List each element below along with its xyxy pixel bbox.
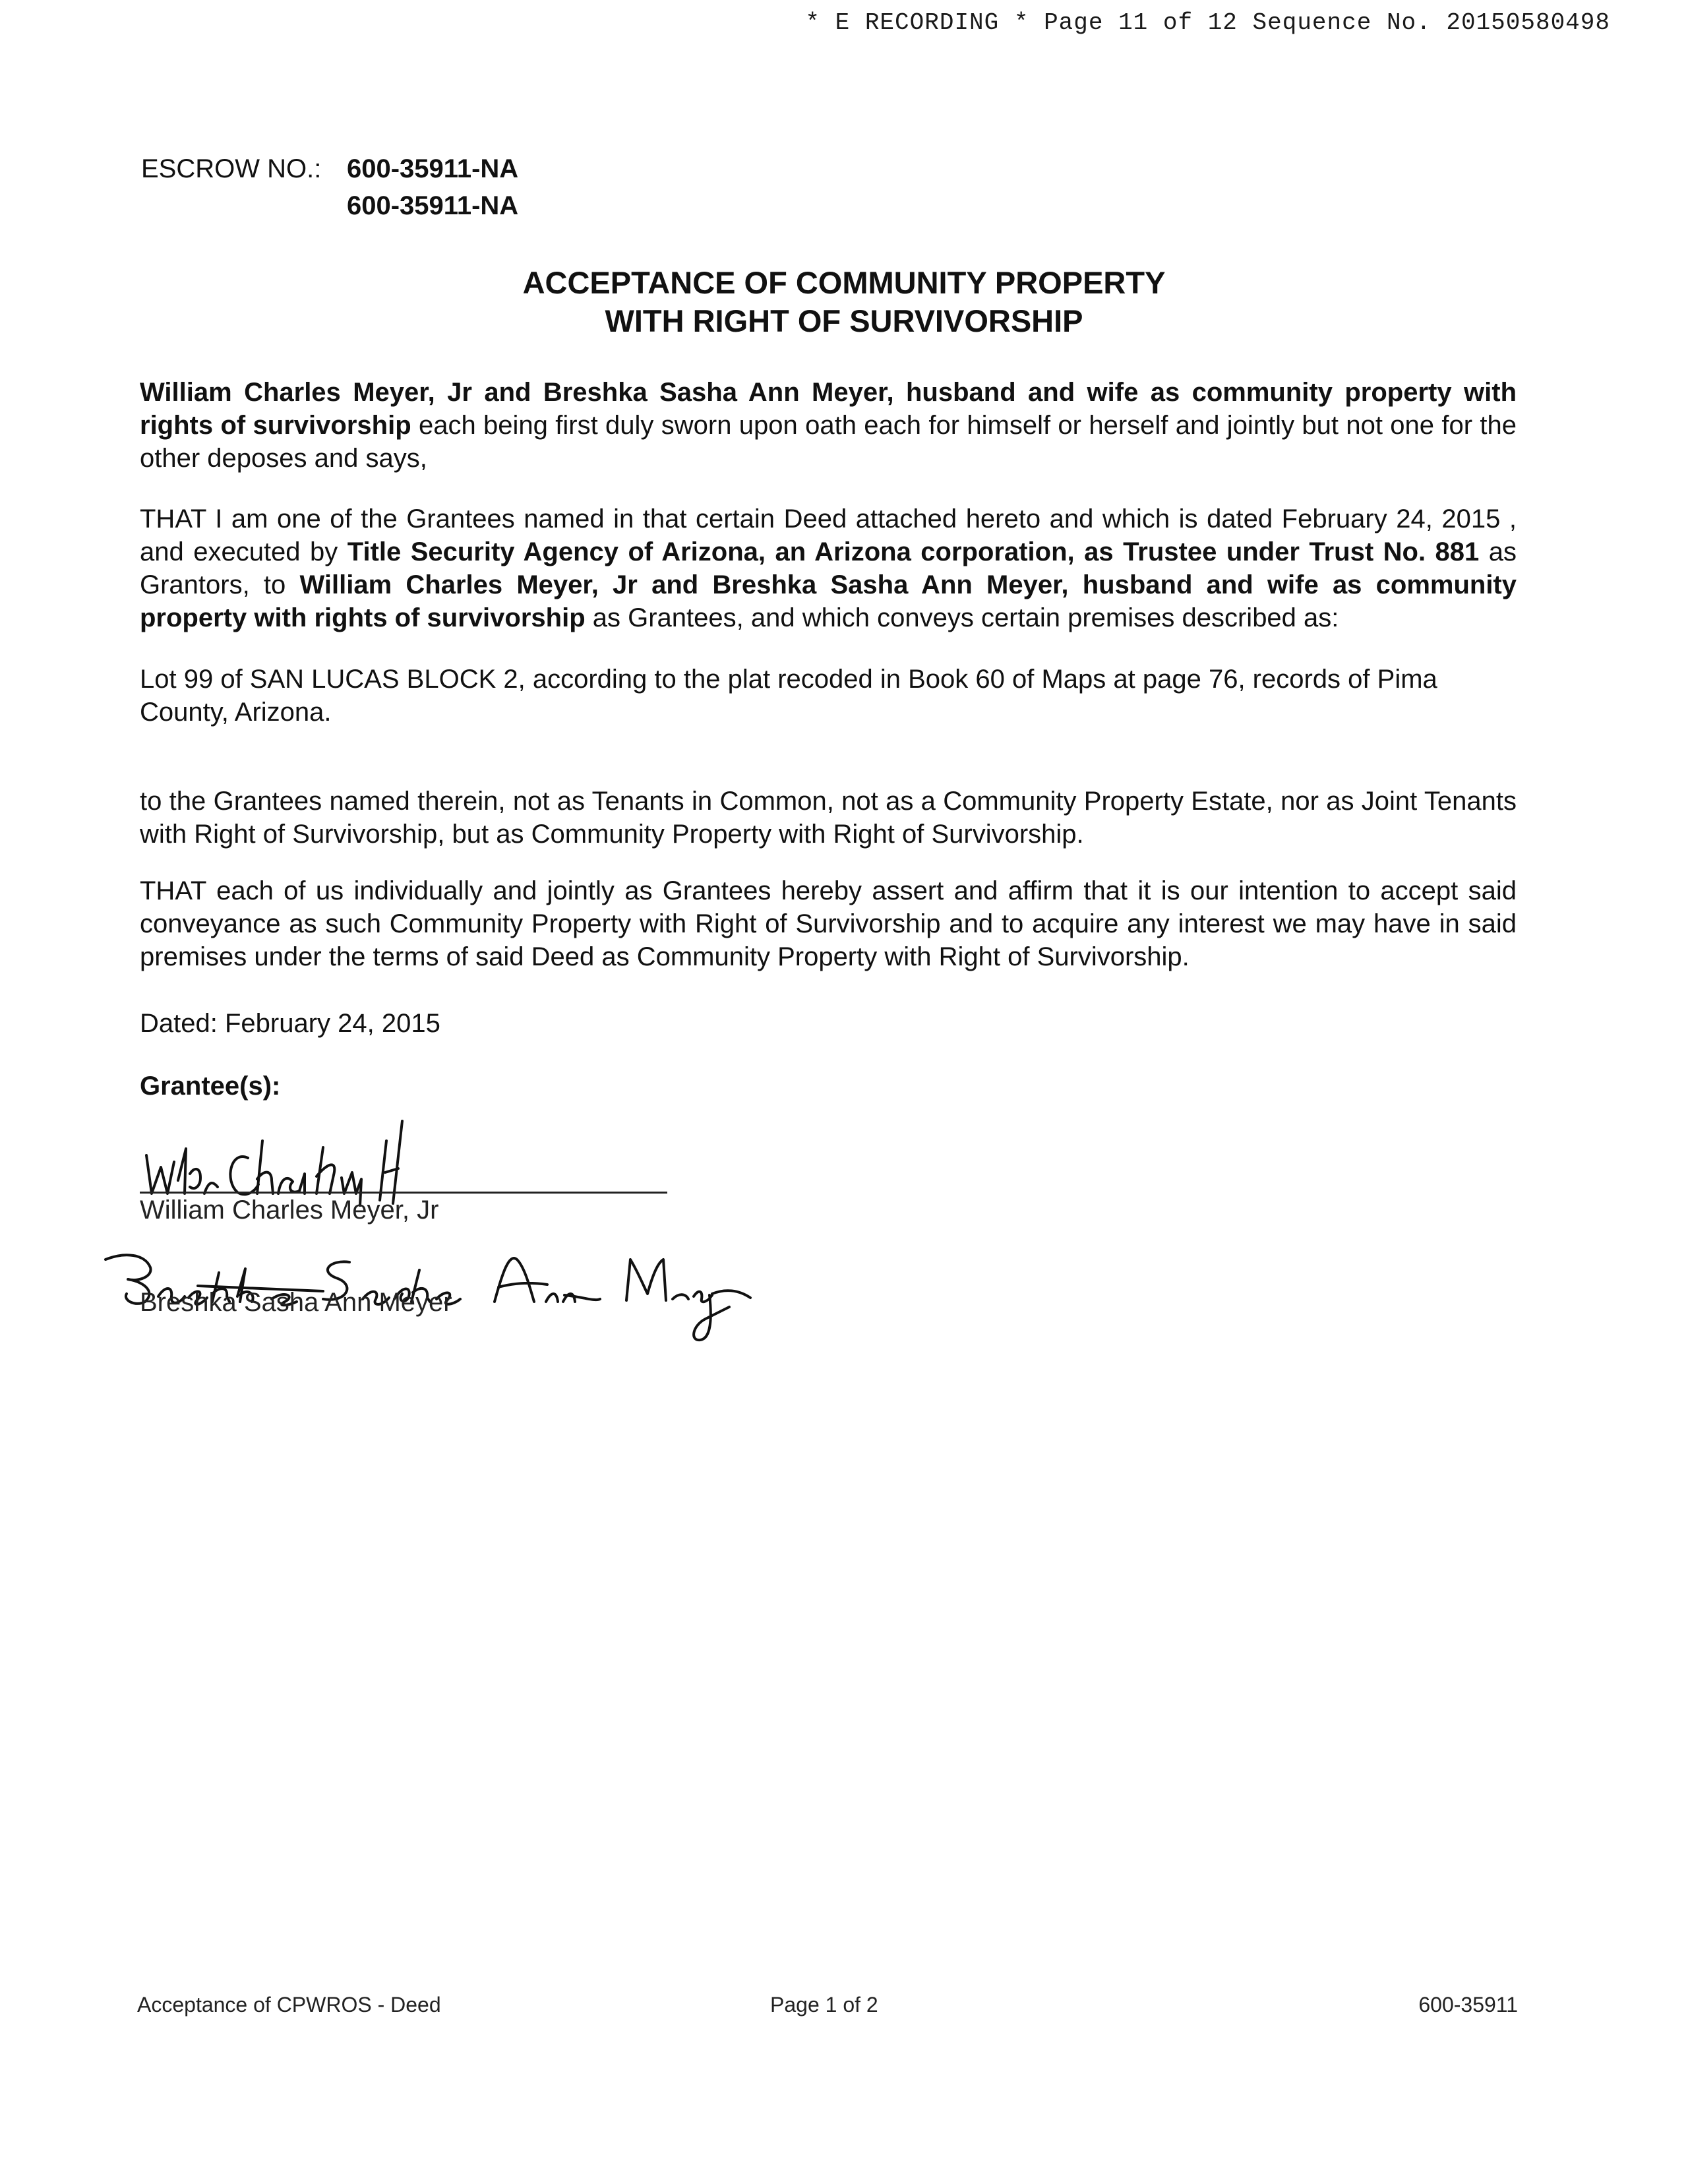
- title-line-2: WITH RIGHT OF SURVIVORSHIP: [605, 303, 1083, 338]
- grantor-name: Title Security Agency of Arizona, an Arizona corporation, as Trustee under Trust No. 881: [347, 537, 1480, 566]
- document-title: [0, 264, 1688, 340]
- deed-text-1: THAT I am one of the Grantees named in that certain Deed attached hereto and which is dated February 24, 2015 , and executed by: [140, 504, 1517, 566]
- affirmation-paragraph: THAT each of us individually and jointly as Grantees hereby assert and affirm that it is our intention to accept said conveyance as such Community Property with Right of Survivorship and to acquire any interest we may have in said premises under the terms of said Deed as Community Property with Right of Survivorship.: [140, 876, 1517, 971]
- deed-text-2: as Grantors, to: [140, 537, 1517, 599]
- deed-text-3: as Grantees, and which conveys certain premises described as:: [585, 603, 1339, 632]
- footer-escrow-number: 600-35911: [1418, 1993, 1518, 2017]
- grantees-clause: to the Grantees named therein, not as Tenants in Common, not as a Community Property Estate, nor as Joint Tenants with Right of Survivorship, but as Community Property with Right of Survivorship.: [140, 787, 1517, 849]
- escrow-line-2: [141, 187, 518, 224]
- escrow-number: 600-35911-NA: [347, 191, 519, 220]
- escrow-label: ESCROW NO.:: [141, 154, 322, 183]
- recording-header: * E RECORDING * Page 11 of 12 Sequence No. 20150580498: [805, 9, 1610, 36]
- signature-william: [132, 1095, 448, 1207]
- signer-name: William Charles Meyer, Jr: [140, 1196, 439, 1225]
- escrow-block: [141, 150, 518, 224]
- footer-page-number: Page 1 of 2: [770, 1993, 878, 2017]
- escrow-line-1: [141, 150, 518, 187]
- signature-line: [140, 1192, 667, 1194]
- legal-description: Lot 99 of SAN LUCAS BLOCK 2, according to the plat recoded in Book 60 of Maps at page 76, records of Pima County, Arizona.: [140, 665, 1437, 727]
- dated-line: Dated: February 24, 2015: [140, 1009, 440, 1038]
- intro-text: each being first duly sworn upon oath each for himself or herself and jointly but not one for the other deposes and says,: [140, 411, 1517, 473]
- title-line-1: ACCEPTANCE OF COMMUNITY PROPERTY: [522, 265, 1166, 300]
- intro-paragraph: [140, 376, 1517, 475]
- deed-reference-paragraph: [140, 502, 1517, 634]
- footer-document-name: Acceptance of CPWROS - Deed: [137, 1993, 441, 2017]
- escrow-number: 600-35911-NA: [347, 154, 519, 183]
- signer-name: Breshka Sasha Ann Meyer: [140, 1288, 452, 1317]
- grantee-names: William Charles Meyer, Jr and Breshka Sasha Ann Meyer, husband and wife as community property with rights of survivorship: [140, 570, 1517, 632]
- grantee-label: Grantee(s):: [140, 1072, 281, 1101]
- intro-parties: William Charles Meyer, Jr and Breshka Sasha Ann Meyer, husband and wife as community property with rights of survivorship: [140, 378, 1517, 440]
